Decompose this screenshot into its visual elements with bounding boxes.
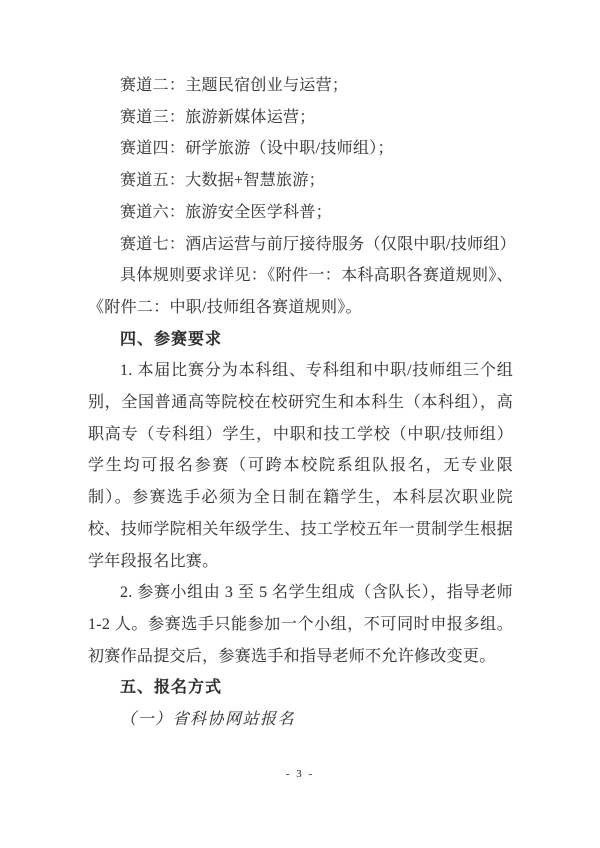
rules-reference: 具体规则要求详见：《附件一：本科高职各赛道规则》、《附件二：中职/技师组各赛道规则》。 [88, 267, 513, 316]
track-item-7: 赛道七：酒店运营与前厅接待服务（仅限中职/技师组） [120, 235, 516, 253]
section-heading-registration: 五、报名方式 [120, 679, 223, 697]
subsection-heading-website-registration: （一）省科协网站报名 [120, 711, 296, 729]
requirement-item-2: 2. 参赛小组由 3 至 5 名学生组成（含队长），指导老师 1-2 人。参赛选手只能参加一个小组，不可同时申报多组。初赛作品提交后，参赛选手和指导老师不允许修改变更。 [88, 584, 513, 665]
page-number: - 3 - [285, 768, 315, 780]
page-footer [0, 768, 600, 780]
track-item-4: 赛道四：研学旅游（设中职/技师组）； [120, 140, 394, 158]
track-item-6: 赛道六：旅游安全医学科普； [120, 203, 332, 221]
requirement-item-1: 1. 本届比赛分为本科组、专科组和中职/技师组三个组别，全国普通高等院校在校研究生和本科生（本科组），高职高专（专科组）学生，中职和技工学校（中职/技师组）学生均可报名参赛（可跨本校院系组队报名，无专业限制）。参赛选手必须为全日制在籍学生，本科层次职业院校、技师学院相关年级学生、技工学校五年一贯制学生根据学年段报名比赛。 [88, 362, 513, 570]
section-heading-requirements: 四、参赛要求 [120, 330, 223, 348]
track-item-2: 赛道二：主题民宿创业与运营； [120, 77, 349, 94]
track-item-3: 赛道三：旅游新媒体运营； [120, 108, 316, 126]
document-body [88, 70, 516, 736]
track-item-5: 赛道五：大数据+智慧旅游； [120, 172, 325, 190]
